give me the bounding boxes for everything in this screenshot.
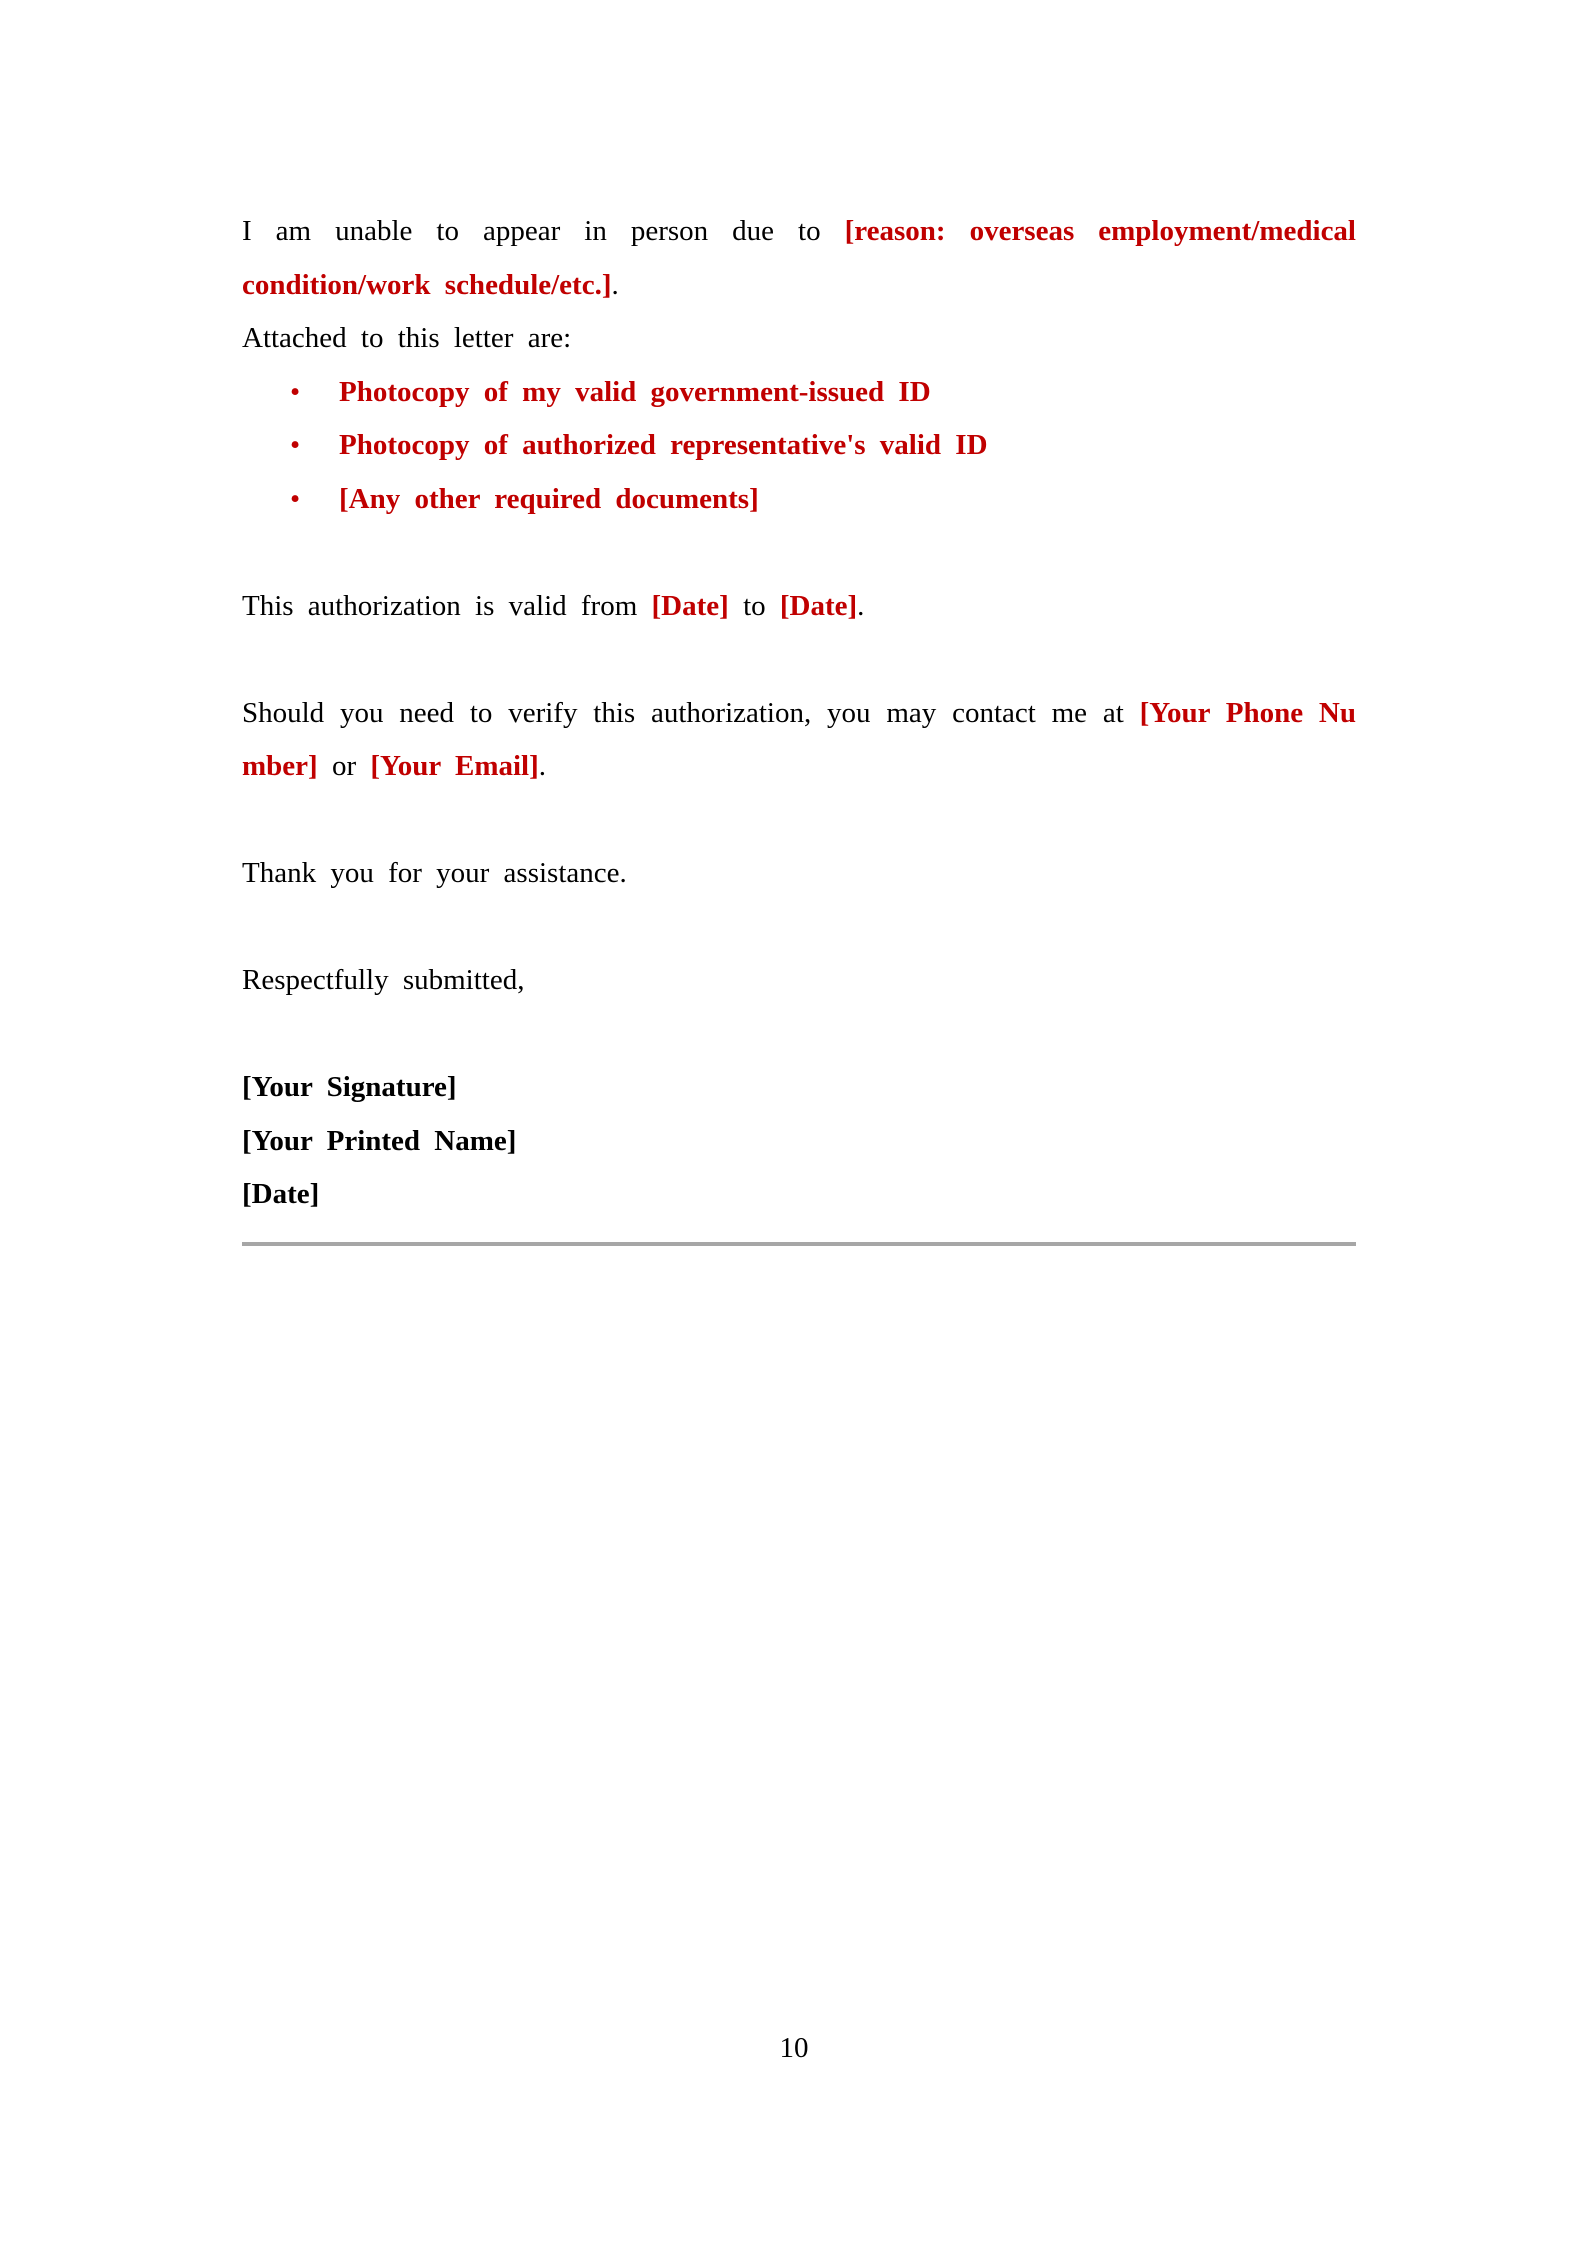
signature-placeholder: [Your Signature]	[242, 1071, 457, 1103]
validity-middle: to	[728, 589, 780, 622]
bullet-icon: •	[290, 375, 301, 408]
list-item	[290, 366, 1356, 420]
attached-intro: Attached to this letter are:	[242, 322, 572, 354]
spacer	[242, 794, 1356, 848]
page-number: 10	[779, 2032, 809, 2064]
reason-paragraph	[242, 205, 1356, 312]
spacer	[242, 633, 1356, 687]
contact-middle: or	[317, 750, 371, 782]
spacer	[242, 1008, 1356, 1062]
list-item	[290, 473, 1356, 527]
phone-placeholder: [Your Phone Number]	[242, 696, 1356, 782]
contact-suffix: .	[538, 750, 546, 782]
closing-line: Respectfully submitted,	[242, 964, 525, 996]
spacer	[242, 901, 1356, 955]
list-item	[290, 419, 1356, 473]
validity-suffix: .	[857, 589, 865, 622]
attachment-text: [Any other required documents]	[339, 482, 759, 515]
attachment-text: Photocopy of my valid government-issued ID	[339, 375, 931, 408]
contact-paragraph	[242, 687, 1356, 794]
reason-suffix: .	[611, 268, 619, 301]
bullet-icon: •	[290, 429, 301, 461]
reason-prefix: I am unable to appear in person due to	[242, 215, 845, 247]
bullet-icon: •	[290, 482, 301, 515]
spacer	[242, 526, 1356, 580]
signature-date-placeholder: [Date]	[242, 1178, 320, 1210]
validity-prefix: This authorization is valid from	[242, 589, 652, 622]
validity-to-placeholder: [Date]	[779, 589, 858, 622]
attachments-list	[242, 366, 1356, 527]
validity-paragraph	[242, 580, 1356, 634]
letter-body	[242, 205, 1356, 1246]
validity-from-placeholder: [Date]	[651, 589, 729, 622]
horizontal-rule	[242, 1242, 1356, 1246]
thanks-line: Thank you for your assistance.	[242, 857, 627, 889]
contact-prefix: Should you need to verify this authorization, you may contact me at	[242, 696, 1140, 729]
printed-name-placeholder: [Your Printed Name]	[242, 1124, 517, 1157]
reason-placeholder: [reason: overseas employment/medical condition/work schedule/etc.]	[242, 215, 1356, 301]
email-placeholder: [Your Email]	[370, 750, 539, 782]
attachment-text: Photocopy of authorized representative's valid ID	[339, 429, 988, 461]
